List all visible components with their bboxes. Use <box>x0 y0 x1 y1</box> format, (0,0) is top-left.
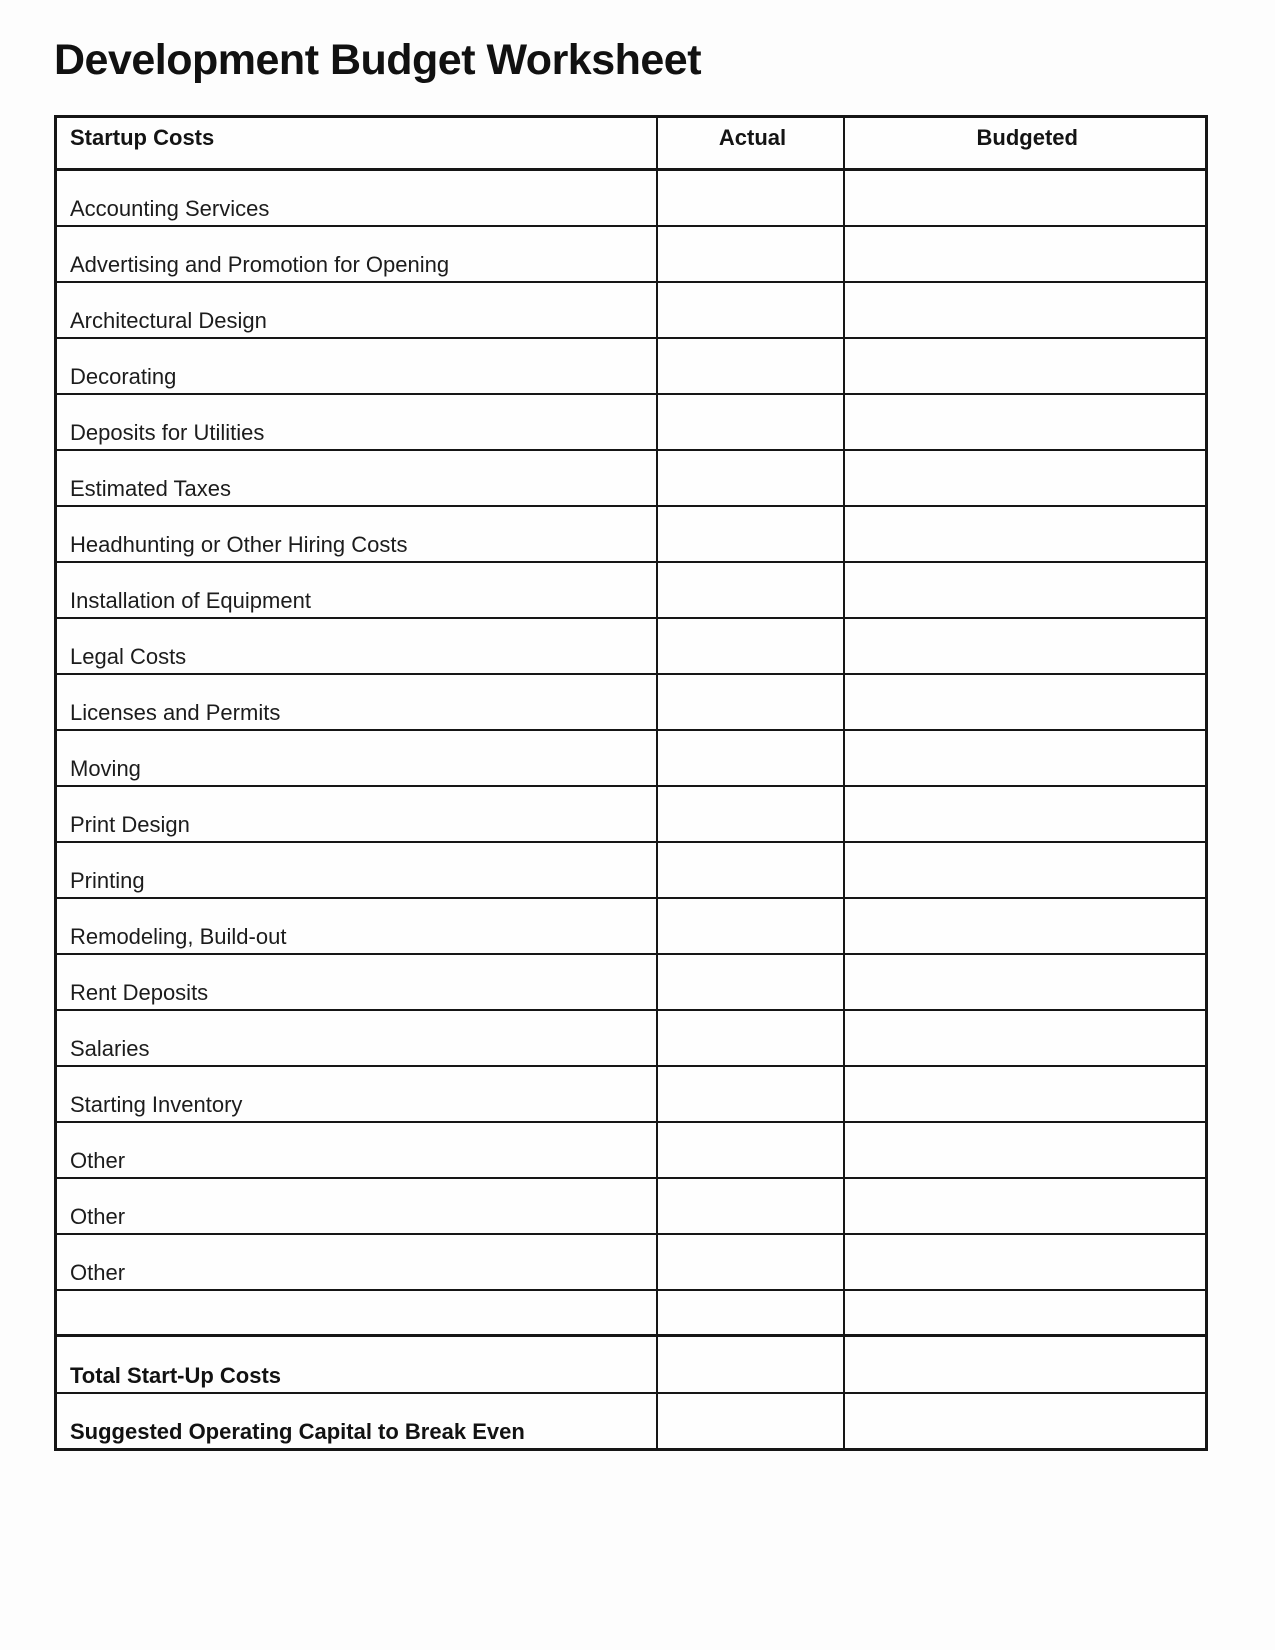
table-row <box>56 226 1207 282</box>
budgeted-value-cell <box>844 1066 1207 1122</box>
cost-item-label: Printing <box>56 842 657 898</box>
table-row <box>56 338 1207 394</box>
suggested-operating-capital-label: Suggested Operating Capital to Break Even <box>56 1393 657 1450</box>
budgeted-value-cell <box>844 170 1207 226</box>
actual-value-cell <box>657 338 844 394</box>
table-row <box>56 1010 1207 1066</box>
budgeted-value-cell <box>844 506 1207 562</box>
cost-item-label: Advertising and Promotion for Opening <box>56 226 657 282</box>
actual-value-cell <box>657 1290 844 1336</box>
column-header-actual: Actual <box>657 117 844 170</box>
cost-item-label: Legal Costs <box>56 618 657 674</box>
table-row <box>56 674 1207 730</box>
actual-value-cell <box>657 282 844 338</box>
actual-value-cell <box>657 1178 844 1234</box>
table-row <box>56 1178 1207 1234</box>
budgeted-value-cell <box>844 954 1207 1010</box>
actual-value-cell <box>657 1066 844 1122</box>
actual-value-cell <box>657 1010 844 1066</box>
table-row-blank <box>56 1290 1207 1336</box>
actual-value-cell <box>657 842 844 898</box>
cost-item-label: Other <box>56 1234 657 1290</box>
actual-value-cell <box>657 786 844 842</box>
budgeted-value-cell <box>844 730 1207 786</box>
budgeted-value-cell <box>844 1010 1207 1066</box>
cost-item-label: Decorating <box>56 338 657 394</box>
budgeted-value-cell <box>844 618 1207 674</box>
budgeted-value-cell <box>844 282 1207 338</box>
budgeted-value-cell <box>844 842 1207 898</box>
cost-item-label: Installation of Equipment <box>56 562 657 618</box>
cost-item-label: Estimated Taxes <box>56 450 657 506</box>
budgeted-value-cell <box>844 1178 1207 1234</box>
actual-value-cell <box>657 1234 844 1290</box>
total-startup-costs-label: Total Start-Up Costs <box>56 1336 657 1393</box>
actual-value-cell <box>657 1336 844 1393</box>
table-row <box>56 562 1207 618</box>
suggested-operating-capital-row <box>56 1393 1207 1450</box>
cost-item-label: Other <box>56 1178 657 1234</box>
table-row <box>56 1122 1207 1178</box>
cost-item-label <box>56 1290 657 1336</box>
cost-item-label: Remodeling, Build-out <box>56 898 657 954</box>
table-row <box>56 450 1207 506</box>
cost-item-label: Print Design <box>56 786 657 842</box>
cost-item-label: Headhunting or Other Hiring Costs <box>56 506 657 562</box>
header-row <box>56 117 1207 170</box>
cost-item-label: Starting Inventory <box>56 1066 657 1122</box>
actual-value-cell <box>657 954 844 1010</box>
actual-value-cell <box>657 170 844 226</box>
budgeted-value-cell <box>844 786 1207 842</box>
table-row <box>56 282 1207 338</box>
actual-value-cell <box>657 674 844 730</box>
actual-value-cell <box>657 618 844 674</box>
budgeted-value-cell <box>844 898 1207 954</box>
budgeted-value-cell <box>844 226 1207 282</box>
budgeted-value-cell <box>844 674 1207 730</box>
table-row <box>56 954 1207 1010</box>
budgeted-value-cell <box>844 1290 1207 1336</box>
cost-item-label: Deposits for Utilities <box>56 394 657 450</box>
budget-table <box>54 115 1208 1451</box>
page-title: Development Budget Worksheet <box>54 36 702 84</box>
budgeted-value-cell <box>844 1122 1207 1178</box>
table-row <box>56 898 1207 954</box>
cost-item-label: Architectural Design <box>56 282 657 338</box>
table-row <box>56 170 1207 226</box>
table-row <box>56 1234 1207 1290</box>
actual-value-cell <box>657 1393 844 1450</box>
actual-value-cell <box>657 898 844 954</box>
actual-value-cell <box>657 226 844 282</box>
table-row <box>56 394 1207 450</box>
column-header-startup-costs: Startup Costs <box>56 117 657 170</box>
budgeted-value-cell <box>844 1393 1207 1450</box>
actual-value-cell <box>657 450 844 506</box>
cost-item-label: Moving <box>56 730 657 786</box>
budgeted-value-cell <box>844 1336 1207 1393</box>
cost-item-label: Accounting Services <box>56 170 657 226</box>
table-row <box>56 786 1207 842</box>
budgeted-value-cell <box>844 562 1207 618</box>
actual-value-cell <box>657 562 844 618</box>
actual-value-cell <box>657 506 844 562</box>
table-row <box>56 842 1207 898</box>
actual-value-cell <box>657 394 844 450</box>
table-row <box>56 618 1207 674</box>
column-header-budgeted: Budgeted <box>844 117 1207 170</box>
budgeted-value-cell <box>844 1234 1207 1290</box>
cost-item-label: Salaries <box>56 1010 657 1066</box>
budgeted-value-cell <box>844 338 1207 394</box>
cost-item-label: Other <box>56 1122 657 1178</box>
table-row <box>56 1066 1207 1122</box>
actual-value-cell <box>657 1122 844 1178</box>
cost-item-label: Rent Deposits <box>56 954 657 1010</box>
budgeted-value-cell <box>844 394 1207 450</box>
total-startup-costs-row <box>56 1336 1207 1393</box>
table-row <box>56 506 1207 562</box>
budgeted-value-cell <box>844 450 1207 506</box>
actual-value-cell <box>657 730 844 786</box>
table-row <box>56 730 1207 786</box>
cost-item-label: Licenses and Permits <box>56 674 657 730</box>
